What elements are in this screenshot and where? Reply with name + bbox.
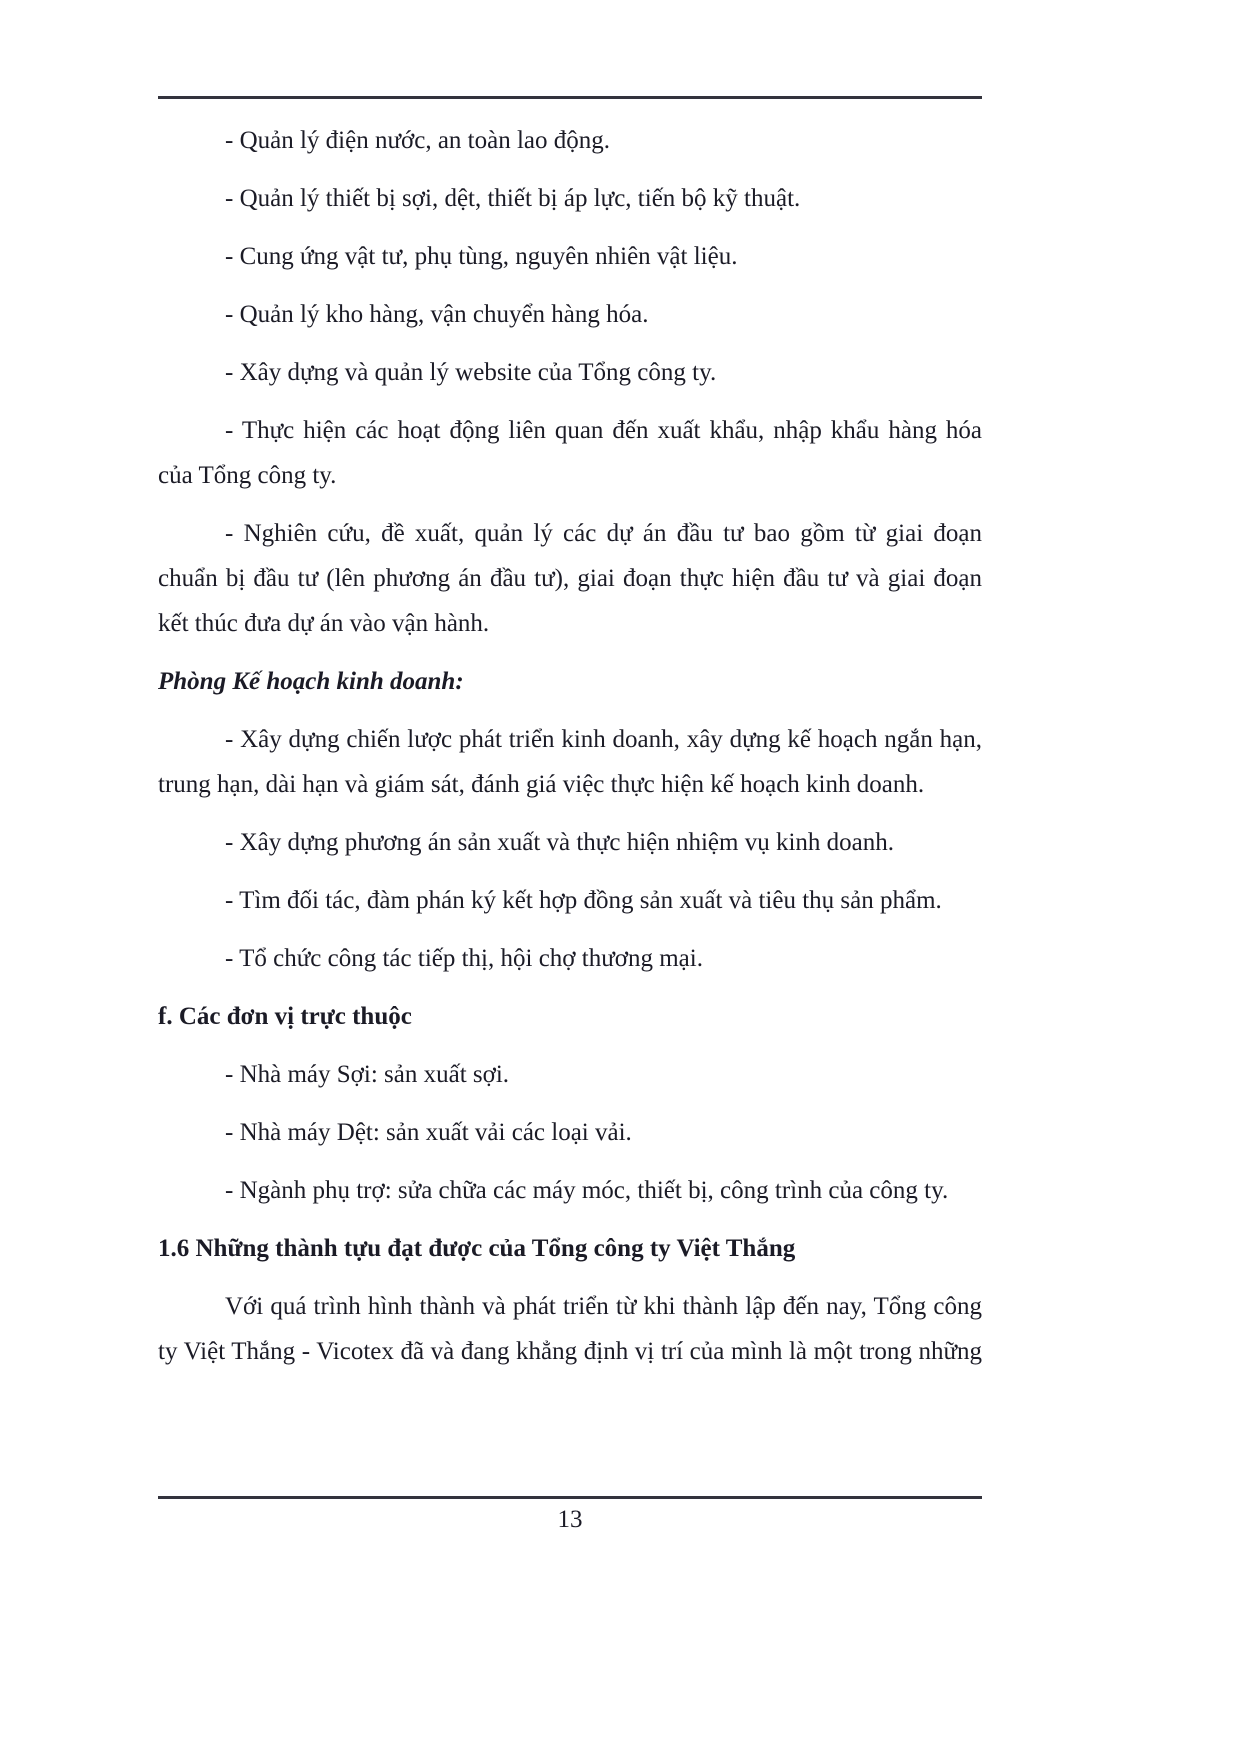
bullet-paragraph: - Tổ chức công tác tiếp thị, hội chợ thương mại.	[225, 945, 703, 972]
section-heading-1-6: 1.6 Những thành tựu đạt được của Tổng công ty Việt Thắng	[158, 1235, 796, 1262]
bullet-paragraph: - Xây dựng phương án sản xuất và thực hiện nhiệm vụ kinh doanh.	[225, 829, 895, 856]
bullet-paragraph: - Nhà máy Sợi: sản xuất sợi.	[225, 1061, 510, 1088]
bullet-paragraph: - Quản lý kho hàng, vận chuyển hàng hóa.	[225, 301, 649, 328]
body-paragraph: - Nghiên cứu, đề xuất, quản lý các dự án đầu tư bao gồm từ giai đoạn chuẩn bị đầu tư (lên phương án đầu tư), giai đoạn thực hiện đầu tư và giai đoạn kết thúc đưa dự án vào vận hành.	[158, 520, 982, 637]
body-paragraph: - Thực hiện các hoạt động liên quan đến xuất khẩu, nhập khẩu hàng hóa của Tổng công ty.	[158, 417, 982, 489]
bullet-paragraph: - Quản lý thiết bị sợi, dệt, thiết bị áp lực, tiến bộ kỹ thuật.	[225, 185, 801, 212]
page-number: 13	[557, 1506, 583, 1533]
bullet-paragraph: - Xây dựng và quản lý website của Tổng công ty.	[225, 359, 717, 386]
bullet-paragraph: - Tìm đối tác, đàm phán ký kết hợp đồng sản xuất và tiêu thụ sản phẩm.	[225, 887, 942, 914]
header-rule	[158, 96, 982, 99]
bullet-paragraph: - Quản lý điện nước, an toàn lao động.	[225, 127, 611, 154]
footer-rule	[158, 1496, 982, 1499]
body-paragraph: Với quá trình hình thành và phát triển từ khi thành lập đến nay, Tổng công ty Việt Thắng - Vicotex đã và đang khẳng định vị trí của mình là một trong những	[158, 1293, 982, 1365]
bullet-paragraph: - Ngành phụ trợ: sửa chữa các máy móc, thiết bị, công trình của công ty.	[225, 1177, 949, 1204]
section-heading-cac-don-vi: f. Các đơn vị trực thuộc	[158, 1003, 412, 1030]
body-paragraph: - Xây dựng chiến lược phát triển kinh doanh, xây dựng kế hoạch ngắn hạn, trung hạn, dài hạn và giám sát, đánh giá việc thực hiện kế hoạch kinh doanh.	[158, 726, 982, 798]
bullet-paragraph: - Cung ứng vật tư, phụ tùng, nguyên nhiên vật liệu.	[225, 243, 738, 270]
bullet-paragraph: - Nhà máy Dệt: sản xuất vải các loại vải.	[225, 1119, 632, 1146]
page-content	[158, 118, 982, 1387]
section-heading-phong-ke-hoach: Phòng Kế hoạch kinh doanh:	[158, 668, 464, 695]
